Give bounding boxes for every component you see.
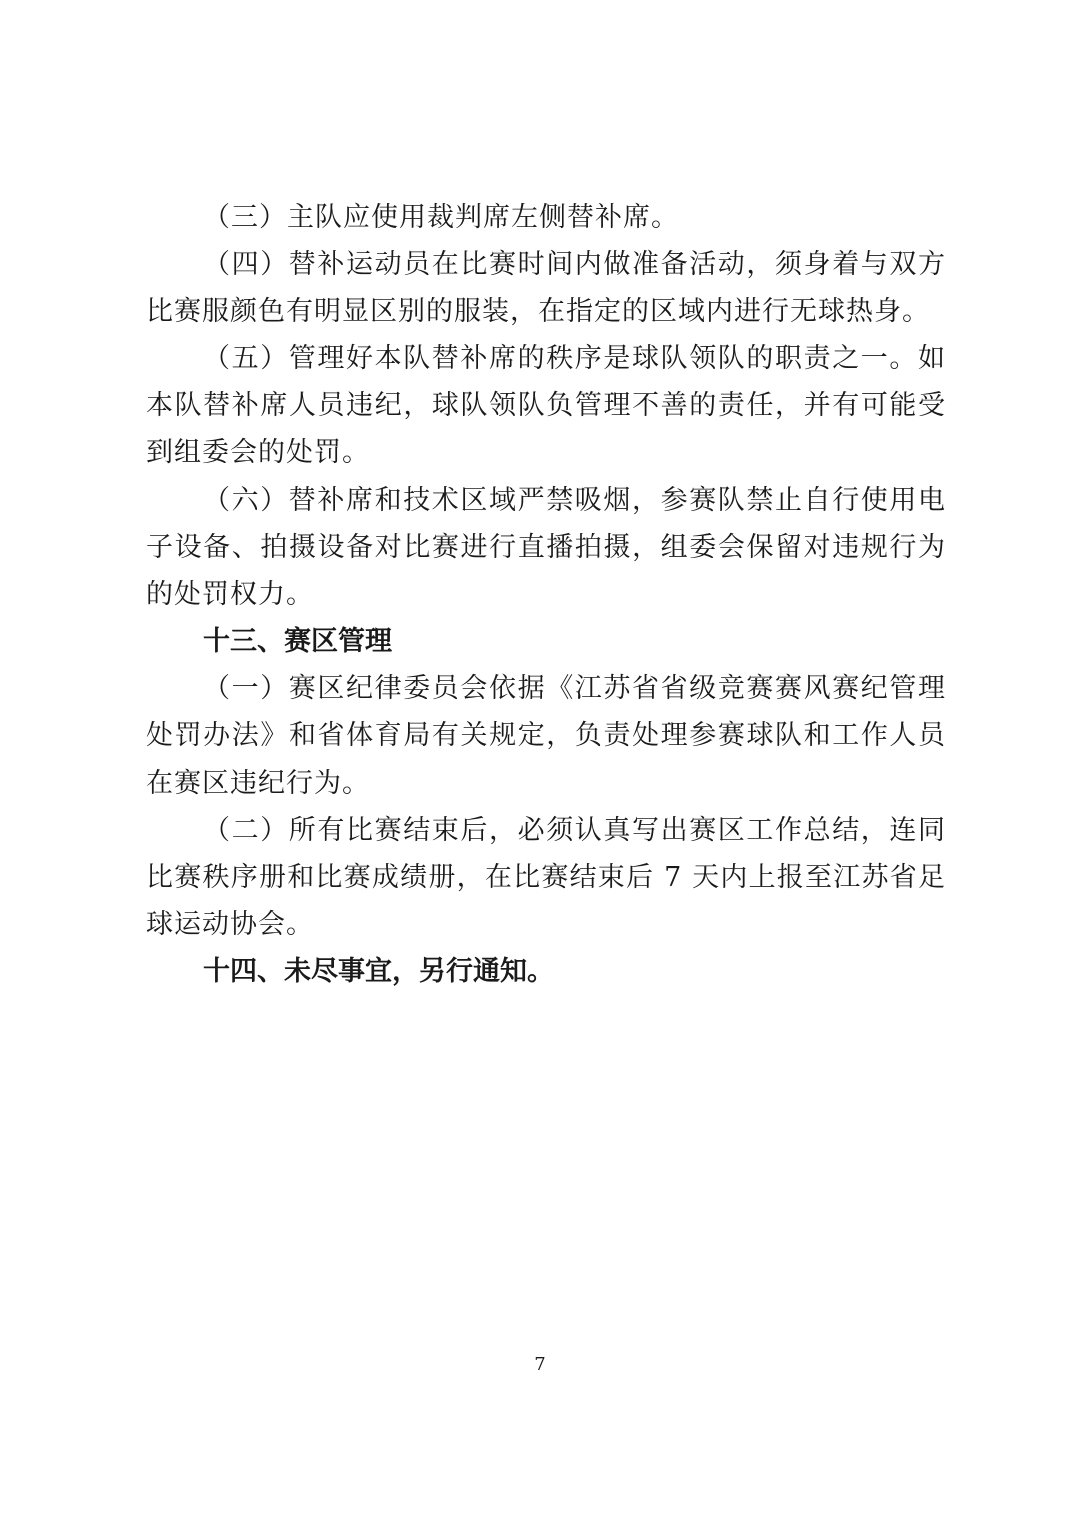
clause-4-line-1: （四）替补运动员在比赛时间内做准备活动，须身着与双方 xyxy=(203,249,946,280)
section-13-clause-2-line-1: （二）所有比赛结束后，必须认真写出赛区工作总结，连同 xyxy=(203,815,946,846)
section-13-clause-2-line-3: 球运动协会。 xyxy=(146,909,314,940)
clause-6-line-3: 的处罚权力。 xyxy=(146,579,314,610)
section-13-clause-1-line-2: 处罚办法》和省体育局有关规定，负责处理参赛球队和工作人员 xyxy=(146,720,946,751)
clause-5-line-1: （五）管理好本队替补席的秩序是球队领队的职责之一。如 xyxy=(203,343,946,374)
section-13-clause-1-line-1: （一）赛区纪律委员会依据《江苏省省级竞赛赛风赛纪管理 xyxy=(203,673,946,704)
section-13-heading: 十三、赛区管理 xyxy=(203,626,392,657)
section-13-clause-2-line-2: 比赛秩序册和比赛成绩册，在比赛结束后 7 天内上报至江苏省足 xyxy=(146,862,946,893)
clause-3-line-1: （三）主队应使用裁判席左侧替补席。 xyxy=(203,202,679,233)
clause-6-line-2: 子设备、拍摄设备对比赛进行直播拍摄，组委会保留对违规行为 xyxy=(146,532,946,563)
section-14-heading: 十四、未尽事宜，另行通知。 xyxy=(203,956,554,987)
clause-5-line-2: 本队替补席人员违纪，球队领队负管理不善的责任，并有可能受 xyxy=(146,390,946,421)
clause-5-line-3: 到组委会的处罚。 xyxy=(146,437,370,468)
clause-6-line-1: （六）替补席和技术区域严禁吸烟，参赛队禁止自行使用电 xyxy=(203,485,946,516)
section-13-clause-1-line-3: 在赛区违纪行为。 xyxy=(146,768,370,799)
clause-4-line-2: 比赛服颜色有明显区别的服装，在指定的区域内进行无球热身。 xyxy=(146,296,930,327)
page-number: 7 xyxy=(534,1354,546,1375)
